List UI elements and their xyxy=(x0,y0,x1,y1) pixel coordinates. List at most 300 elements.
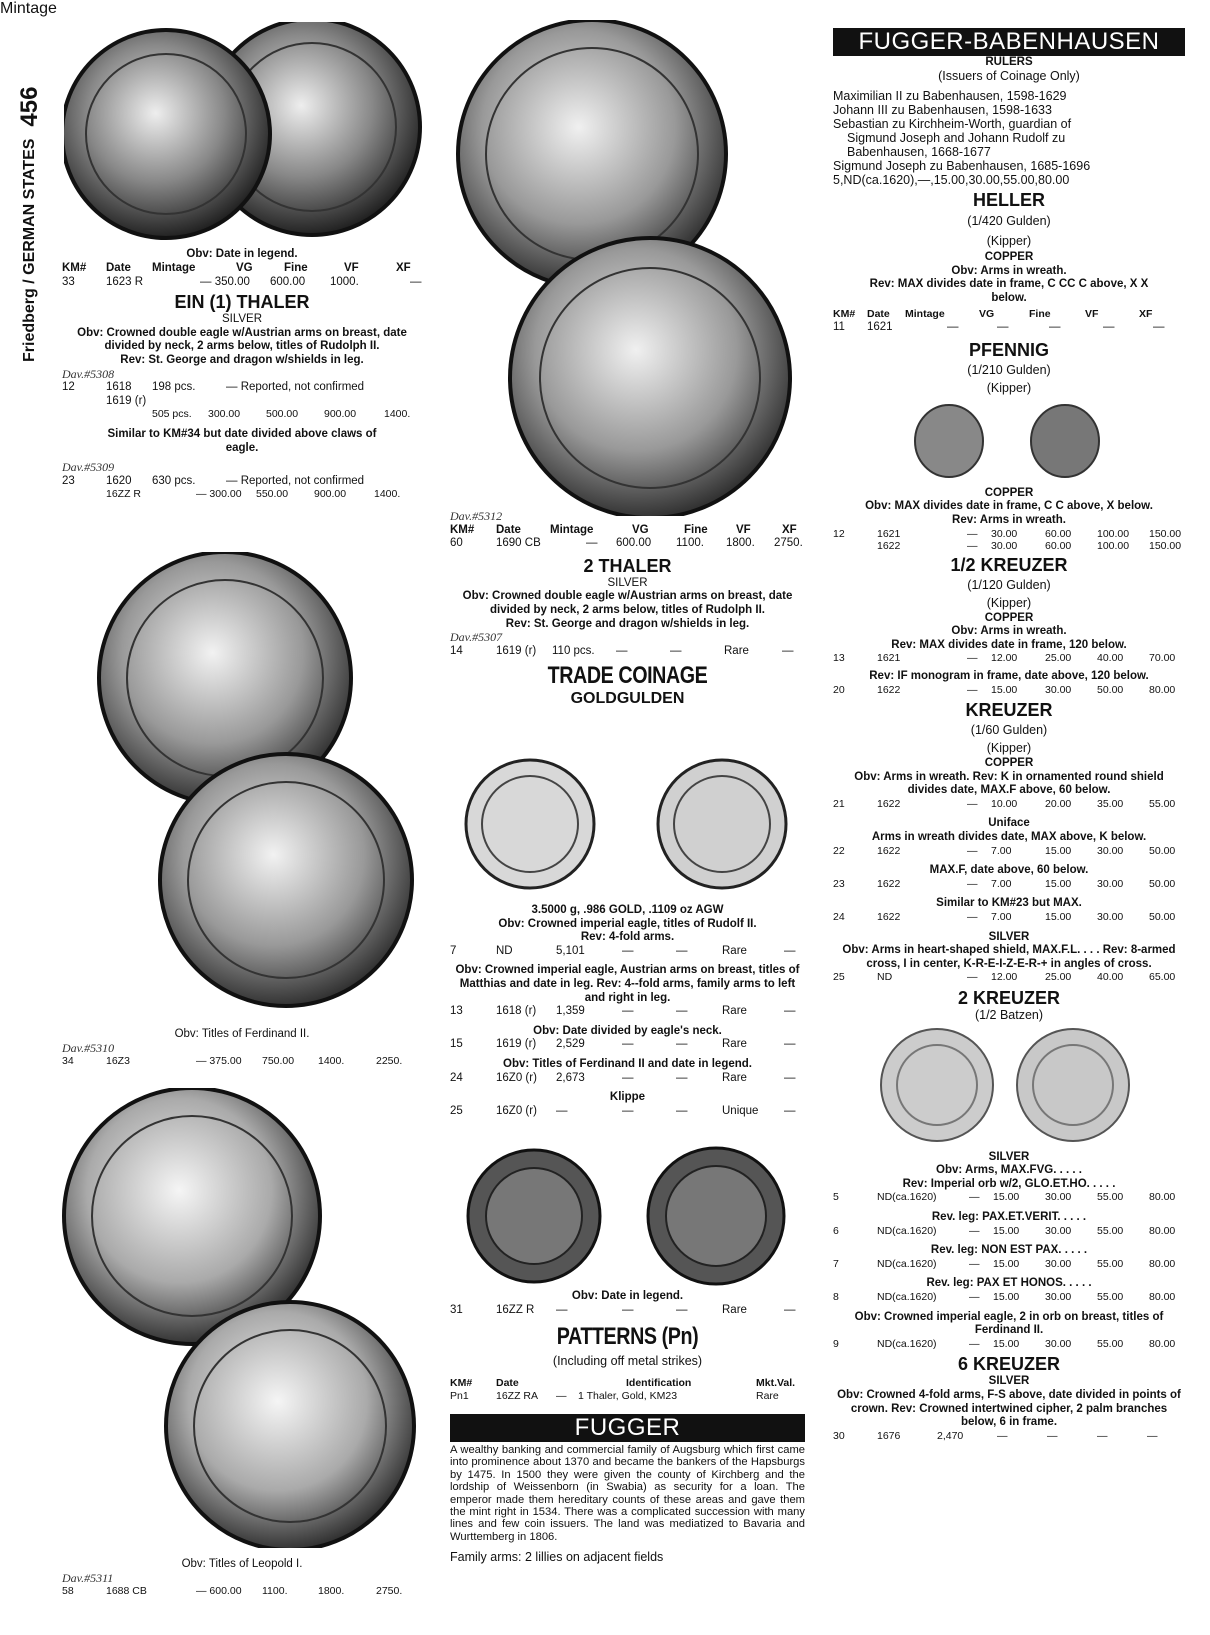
ruler-item: Sebastian zu Kirchheim-Worth, guardian of xyxy=(833,117,1072,132)
col-vf: VF xyxy=(1085,307,1099,320)
date: 1620 xyxy=(106,474,132,487)
description: Obv: Titles of Ferdinand II and date in legend. xyxy=(503,1057,752,1070)
mintage: — xyxy=(967,539,978,552)
section-title-patterns: PATTERNS (Pn) xyxy=(556,1323,699,1351)
date: 1690 CB xyxy=(496,537,541,550)
vg: — xyxy=(622,1005,634,1018)
table-header xyxy=(450,1377,805,1391)
vg: 600.00 xyxy=(616,537,652,550)
description: Obv: Crowned imperial eagle, Austrian arms on breast, titles of Matthias and date in leg. Rev: 4--fold arms, family arms to left and right in leg. xyxy=(455,964,800,1004)
table-row xyxy=(62,408,422,422)
date: 1622 xyxy=(877,911,901,924)
section-title-thaler: EIN (1) THALER xyxy=(174,292,310,313)
xf: — xyxy=(1147,1429,1158,1442)
xf: 70.00 xyxy=(1149,652,1176,665)
fine: 1100. xyxy=(262,1585,288,1598)
kipper-label: (Kipper) xyxy=(986,234,1032,249)
mintage: — xyxy=(967,971,978,984)
vg: — 350.00 xyxy=(200,275,250,288)
table-row xyxy=(833,1338,1185,1352)
table-header xyxy=(62,262,422,276)
obv-note: Obv: Date in legend. xyxy=(571,1290,684,1302)
km-number: 12 xyxy=(62,381,75,394)
kipper-label: (Kipper) xyxy=(986,380,1032,395)
vf: 1800. xyxy=(318,1585,345,1598)
fine: 25.00 xyxy=(1045,652,1072,665)
km-number: 33 xyxy=(62,275,75,288)
vg: — xyxy=(622,1071,634,1084)
description: Rev. leg: NON EST PAX. . . . . xyxy=(930,1244,1088,1257)
half-kreuzer-subtitle: (1/120 Gulden) xyxy=(967,577,1051,592)
km-number: 11 xyxy=(833,321,845,334)
col-km: KM# xyxy=(450,523,475,536)
mintage: — xyxy=(969,1224,980,1237)
coin-image-pfennig xyxy=(833,397,1185,487)
date: ND(ca.1620) xyxy=(877,1290,937,1303)
mintage: — xyxy=(556,1104,568,1117)
fine: 550.00 xyxy=(256,488,289,501)
fine: — xyxy=(1049,321,1061,334)
table-row xyxy=(450,1005,805,1019)
vg: — xyxy=(622,1038,634,1051)
xf: 50.00 xyxy=(1149,877,1176,890)
mintage: 630 pcs. xyxy=(152,474,196,487)
ruler-item: Sigmund Joseph zu Babenhausen, 1685-1696 xyxy=(833,159,1091,174)
fine: 15.00 xyxy=(1045,844,1072,857)
date: ND(ca.1620) xyxy=(877,1224,937,1237)
xf: 150.00 xyxy=(1149,539,1182,552)
vg: — xyxy=(622,1303,634,1316)
table-row xyxy=(833,911,1185,925)
vf: 50.00 xyxy=(1097,683,1124,696)
klippe-label: Klippe xyxy=(609,1091,646,1104)
vf: 900.00 xyxy=(324,408,357,421)
coin-image-km58 xyxy=(62,1088,432,1548)
km-number: 31 xyxy=(450,1303,463,1316)
description: Obv: Arms in wreath. xyxy=(951,264,1067,277)
date: 1688 CB xyxy=(106,1585,147,1598)
vf: Rare xyxy=(722,1303,747,1316)
kipper-label: (Kipper) xyxy=(986,741,1032,756)
xf: — xyxy=(410,275,422,288)
column-3 xyxy=(833,28,1185,1443)
vg: 12.00 xyxy=(991,652,1018,665)
coin-image-km7 xyxy=(460,756,790,896)
section-title-kreuzer: KREUZER xyxy=(965,700,1053,721)
ruler-item: Sigmund Joseph and Johann Rudolf zu xyxy=(847,131,1066,146)
km-number: 60 xyxy=(450,537,463,550)
vf: 30.00 xyxy=(1097,877,1124,890)
km-number: 5 xyxy=(833,1191,839,1204)
vf: Rare xyxy=(722,944,747,957)
col-vg: VG xyxy=(236,262,253,274)
obv-note-2: Obv: Titles of Ferdinand II. xyxy=(174,1028,310,1040)
vf: Rare xyxy=(722,1071,747,1084)
section-bar-fugger-babenhausen: FUGGER-BABENHAUSEN xyxy=(833,28,1185,56)
page-number: 456 xyxy=(16,86,43,127)
km-number: 24 xyxy=(833,911,845,924)
fine: 30.00 xyxy=(1045,1257,1072,1270)
table-row xyxy=(833,971,1185,985)
mintage: 5,101 xyxy=(556,944,585,957)
col-km: KM# xyxy=(833,307,856,320)
date: 1622 xyxy=(877,539,901,552)
fugger-history: A wealthy banking and commercial family of Augsburg which first came into prominence about 1370 and became the bankers of the Hapsburgs by 1475. In 1500 they were given the county of Kirchberg and the lordship of Weissenborn (in Swabia) as security for a loan. The emperor made them hereditary counts of these areas and gave them the mint right in 1534. There was a complicated succession with many lines and few coin issuers. The land was mediatized to Bavaria and Wurttemberg in 1806. xyxy=(450,1444,805,1543)
xf: 2250. xyxy=(376,1055,403,1068)
fine: 15.00 xyxy=(1045,911,1072,924)
metal-label: COPPER xyxy=(984,486,1034,499)
col-mintage: Mintage xyxy=(550,523,594,536)
dav-reference: Dav.#5310 xyxy=(62,1040,115,1055)
fine: — xyxy=(676,944,688,957)
mintage: 2,470 xyxy=(937,1429,964,1442)
vf: — xyxy=(1097,1429,1108,1442)
col-date: Date xyxy=(867,307,890,320)
table-row xyxy=(450,1390,805,1404)
specification: 3.5000 g, .986 GOLD, .1109 oz AGW xyxy=(531,904,724,916)
mintage: — xyxy=(947,321,959,334)
xf: 55.00 xyxy=(1149,797,1176,810)
date: 1621 xyxy=(877,652,901,665)
description: Rev: Imperial orb w/2, GLO.ET.HO. . . . . xyxy=(902,1177,1116,1190)
fine: 600.00 xyxy=(270,275,306,288)
vg: — xyxy=(997,321,1009,334)
dav-reference: Dav.#5311 xyxy=(62,1570,114,1585)
date: 16Z0 (r) xyxy=(496,1071,537,1084)
date: ND(ca.1620) xyxy=(877,1191,937,1204)
col-km: KM# xyxy=(450,1376,473,1389)
vf: 55.00 xyxy=(1097,1224,1124,1237)
pfennig-subtitle: (1/210 Gulden) xyxy=(967,362,1051,377)
description: Obv: Arms, MAX.FVG. . . . . xyxy=(936,1164,1082,1177)
mintage: — xyxy=(967,527,978,540)
table-row xyxy=(450,537,805,551)
col-fine: Fine xyxy=(1029,307,1051,320)
kreuzer-subtitle: (1/60 Gulden) xyxy=(970,723,1048,738)
km-number: 23 xyxy=(62,474,75,487)
section-title-pfennig: PFENNIG xyxy=(968,339,1049,360)
vg: 12.00 xyxy=(991,971,1018,984)
identification: 1 Thaler, Gold, KM23 xyxy=(578,1390,678,1403)
col-vg: VG xyxy=(632,523,649,536)
description: Rev: MAX divides date in frame, 120 below. xyxy=(891,638,1127,651)
market-value: Rare xyxy=(756,1390,779,1403)
col-fine: Fine xyxy=(684,523,708,536)
mintage: 505 pcs. xyxy=(152,408,192,421)
table-row xyxy=(833,528,1185,540)
table-row xyxy=(450,945,805,959)
xf: — xyxy=(1153,321,1165,334)
table-row xyxy=(450,1038,805,1052)
description: Similar to KM#23 but MAX. xyxy=(936,897,1082,910)
col-vg: VG xyxy=(979,307,995,320)
fine: — xyxy=(670,644,682,657)
fine: 15.00 xyxy=(1045,877,1072,890)
table-row xyxy=(450,1072,805,1086)
vf: Unique xyxy=(722,1104,759,1117)
description: Obv: Date divided by eagle's neck. xyxy=(533,1024,722,1037)
km-number: 30 xyxy=(833,1429,845,1442)
running-head xyxy=(14,22,46,362)
ruler-item: Babenhausen, 1668-1677 xyxy=(847,145,991,160)
col-date-mintage: Date xyxy=(496,1376,519,1389)
mintage: — xyxy=(967,844,978,857)
vg: 7.00 xyxy=(991,911,1012,924)
date: ND xyxy=(877,971,893,984)
date: 1619 (r) xyxy=(496,644,537,657)
table-row xyxy=(450,1304,805,1318)
vg: — xyxy=(616,644,628,657)
col-mkt-val: Mkt.Val. xyxy=(756,1376,796,1389)
vg: 30.00 xyxy=(991,539,1018,552)
vf: 40.00 xyxy=(1097,652,1124,665)
section-title-half-kreuzer: 1/2 KREUZER xyxy=(950,554,1068,575)
km-number: 20 xyxy=(833,683,845,696)
mintage: — xyxy=(969,1337,980,1350)
table-row xyxy=(62,1585,422,1599)
vf: 100.00 xyxy=(1097,527,1130,540)
xf: 1400. xyxy=(374,488,401,501)
vf: 30.00 xyxy=(1097,911,1124,924)
description: Rev: IF monogram in frame, date above, 120 below. xyxy=(869,669,1149,682)
xf: 2750. xyxy=(376,1585,403,1598)
mintage: — xyxy=(556,1390,567,1403)
vg: 7.00 xyxy=(991,844,1012,857)
km-number: 24 xyxy=(450,1071,463,1084)
km-number: Pn1 xyxy=(450,1390,469,1403)
description: Obv: Crowned imperial eagle, 2 in orb on breast, titles of Ferdinand II. xyxy=(854,1310,1164,1337)
date: ND(ca.1620) xyxy=(877,1337,937,1350)
col-xf: XF xyxy=(1139,307,1153,320)
family-arms-note: Family arms: 2 lillies on adjacent fields xyxy=(450,1550,664,1565)
description: Obv: Arms in wreath. xyxy=(951,625,1067,638)
table-row xyxy=(62,475,422,489)
coin-image-km34 xyxy=(60,552,430,1012)
vg: 15.00 xyxy=(993,1191,1020,1204)
xf: 65.00 xyxy=(1149,971,1176,984)
dav-reference: Dav.#5309 xyxy=(62,460,115,475)
vg: — 375.00 xyxy=(196,1055,242,1068)
vf: 55.00 xyxy=(1097,1257,1124,1270)
table-row xyxy=(450,645,805,659)
mintage: — xyxy=(967,877,978,890)
table-row xyxy=(833,1291,1185,1305)
fine: 60.00 xyxy=(1045,539,1072,552)
vf: 30.00 xyxy=(1097,844,1124,857)
table-row xyxy=(833,652,1185,666)
obv-note-3: Obv: Titles of Leopold I. xyxy=(181,1558,303,1570)
xf: 80.00 xyxy=(1149,1224,1176,1237)
table-row xyxy=(62,395,422,409)
km-number: 15 xyxy=(450,1038,463,1051)
col-date: Date xyxy=(496,523,521,536)
description: Obv: Arms in heart-shaped shield, MAX.F.L. . . . Rev: 8-armed cross, I in center, K-R-E-I-Z-E-R-+ in angles of cross. xyxy=(842,944,1176,970)
vf: 35.00 xyxy=(1097,797,1124,810)
vf: Rare xyxy=(724,644,749,657)
vg: 15.00 xyxy=(993,1224,1020,1237)
date: 1618 xyxy=(106,381,132,394)
table-row xyxy=(62,488,422,502)
description: Rev. leg: PAX ET HONOS. . . . . xyxy=(926,1277,1092,1290)
col-vf: VF xyxy=(736,523,751,536)
vf: 1400. xyxy=(318,1055,345,1068)
table-row xyxy=(62,1055,422,1069)
rulers-list xyxy=(833,89,1185,187)
section-title-trade-coinage: TRADE COINAGE xyxy=(547,662,708,690)
obv-note-1: Obv: Date in legend. xyxy=(186,248,298,260)
fine: 20.00 xyxy=(1045,797,1072,810)
table-row xyxy=(833,1258,1185,1272)
col-xf: XF xyxy=(782,523,797,536)
xf: 150.00 xyxy=(1149,527,1182,540)
vf: 55.00 xyxy=(1097,1290,1124,1303)
date: 16ZZ R xyxy=(496,1303,535,1316)
ruler-item: Johann III zu Babenhausen, 1598-1633 xyxy=(833,103,1052,118)
fine: 30.00 xyxy=(1045,1191,1072,1204)
fine: — xyxy=(676,1071,688,1084)
uniface-label: Uniface xyxy=(988,817,1030,830)
table-row xyxy=(833,1191,1185,1205)
date: ND(ca.1620) xyxy=(877,1257,937,1270)
metal-label: SILVER xyxy=(988,1150,1030,1163)
coin-image-km25 xyxy=(466,1144,796,1288)
table-row xyxy=(833,1430,1185,1444)
km-number: 34 xyxy=(62,1055,74,1068)
table-row xyxy=(833,321,1185,335)
running-head-text: Friedberg / GERMAN STATES xyxy=(21,138,38,362)
km-number: 22 xyxy=(833,844,845,857)
vf: 900.00 xyxy=(314,488,347,501)
kipper-label: (Kipper) xyxy=(986,595,1032,610)
vg: 15.00 xyxy=(993,1290,1020,1303)
ruler-item: 5,ND(ca.1620),—,15.00,30.00,55.00,80.00 xyxy=(833,173,1070,188)
date: 1619 (r) xyxy=(496,1038,537,1051)
description: Rev: MAX divides date in frame, C CC C above, X X below. xyxy=(869,278,1149,304)
dav-reference: Dav.#5308 xyxy=(62,366,115,381)
section-title-2-thaler: 2 THALER xyxy=(583,555,672,576)
col-xf: XF xyxy=(396,262,411,274)
xf: — xyxy=(784,1071,796,1084)
date: 16Z3 xyxy=(106,1055,130,1068)
vf: 1000. xyxy=(330,275,359,288)
col-date: Date xyxy=(106,262,131,274)
description: Rev: St. George and dragon w/shields in leg. xyxy=(120,353,364,366)
description: Rev. leg: PAX.ET.VERIT. . . . . xyxy=(931,1210,1087,1223)
description: Arms in wreath divides date, MAX above, K below. xyxy=(871,831,1147,844)
km-number: 14 xyxy=(450,644,463,657)
coin-image-km33 xyxy=(64,22,434,250)
date: ND xyxy=(496,944,513,957)
metal-label: SILVER xyxy=(988,1375,1030,1388)
date: 16ZZ RA xyxy=(496,1390,539,1403)
date: 1622 xyxy=(877,797,901,810)
table-header xyxy=(833,308,1185,322)
vg: 300.00 xyxy=(208,408,241,421)
description: MAX.F, date above, 60 below. xyxy=(929,864,1089,877)
km-number: 6 xyxy=(833,1224,839,1237)
date: 1676 xyxy=(877,1429,901,1442)
heller-subtitle: (1/420 Gulden) xyxy=(967,214,1051,229)
mintage: 2,673 xyxy=(556,1071,585,1084)
date: 1618 (r) xyxy=(496,1005,537,1018)
fine: 750.00 xyxy=(262,1055,295,1068)
date: 16ZZ R xyxy=(106,488,142,501)
metal-label: SILVER xyxy=(988,930,1030,943)
km-number: 13 xyxy=(450,1005,463,1018)
coin-image-km60 xyxy=(440,20,810,516)
col-fine: Fine xyxy=(284,262,308,274)
date: 1621 xyxy=(867,321,893,334)
vg: 7.00 xyxy=(991,877,1012,890)
mintage: — xyxy=(967,652,978,665)
mintage: — xyxy=(967,683,978,696)
vg: — xyxy=(622,944,634,957)
km-number: 12 xyxy=(833,527,845,540)
patterns-subtitle: (Including off metal strikes) xyxy=(552,1354,703,1369)
table-header xyxy=(450,524,805,538)
vg: — 600.00 xyxy=(196,1585,242,1598)
xf: 50.00 xyxy=(1149,911,1176,924)
km-number: 7 xyxy=(833,1257,839,1270)
mintage: — xyxy=(969,1290,980,1303)
col-vf: VF xyxy=(344,262,359,274)
xf: 80.00 xyxy=(1149,1337,1176,1350)
rulers-heading: RULERS xyxy=(985,56,1033,68)
vg: — 300.00 xyxy=(196,488,242,501)
mintage: — xyxy=(556,1303,568,1316)
section-title-6-kreuzer: 6 KREUZER xyxy=(957,1354,1060,1375)
section-title-heller: HELLER xyxy=(973,190,1045,211)
xf: 2750. xyxy=(774,537,803,550)
xf: 50.00 xyxy=(1149,844,1176,857)
metal-label: COPPER xyxy=(984,611,1034,624)
vg: 15.00 xyxy=(993,1257,1020,1270)
fine: 1100. xyxy=(676,537,704,550)
vg: 15.00 xyxy=(993,1337,1020,1350)
km-number: 7 xyxy=(450,944,457,957)
km-number: 58 xyxy=(62,1585,74,1598)
xf: — xyxy=(784,1038,796,1051)
date: 1622 xyxy=(877,683,901,696)
fine: 25.00 xyxy=(1045,971,1072,984)
mintage: — xyxy=(969,1257,980,1270)
xf: — xyxy=(784,1005,796,1018)
fine: — xyxy=(676,1005,688,1018)
km-number: 8 xyxy=(833,1290,839,1303)
dav-reference: Dav.#5307 xyxy=(450,630,503,645)
description: Obv: Crowned imperial eagle, titles of Rudolf II. xyxy=(498,917,757,930)
2-kreuzer-subtitle: (1/2 Batzen) xyxy=(974,1008,1044,1022)
description: Obv: Crowned double eagle w/Austrian arms on breast, date divided by neck, 2 arms below, titles of Rudolph II. xyxy=(77,326,407,353)
date: 1623 R xyxy=(106,275,144,288)
fine: 500.00 xyxy=(266,408,299,421)
vf: Rare xyxy=(722,1038,747,1051)
rulers-note: (Issuers of Coinage Only) xyxy=(938,68,1080,83)
table-row xyxy=(62,276,422,290)
km-number: 25 xyxy=(450,1104,463,1117)
km-number: 9 xyxy=(833,1337,839,1350)
section-subtitle-goldgulden: GOLDGULDEN xyxy=(570,690,685,708)
fine: 30.00 xyxy=(1045,683,1072,696)
fine: 30.00 xyxy=(1045,1290,1072,1303)
km-number: 21 xyxy=(833,797,845,810)
col-identification: Identification xyxy=(626,1376,692,1389)
xf: 80.00 xyxy=(1149,1290,1176,1303)
mintage: — xyxy=(967,911,978,924)
vf: — xyxy=(1103,321,1115,334)
vg: — xyxy=(622,1104,634,1117)
metal-label: SILVER xyxy=(221,313,263,326)
